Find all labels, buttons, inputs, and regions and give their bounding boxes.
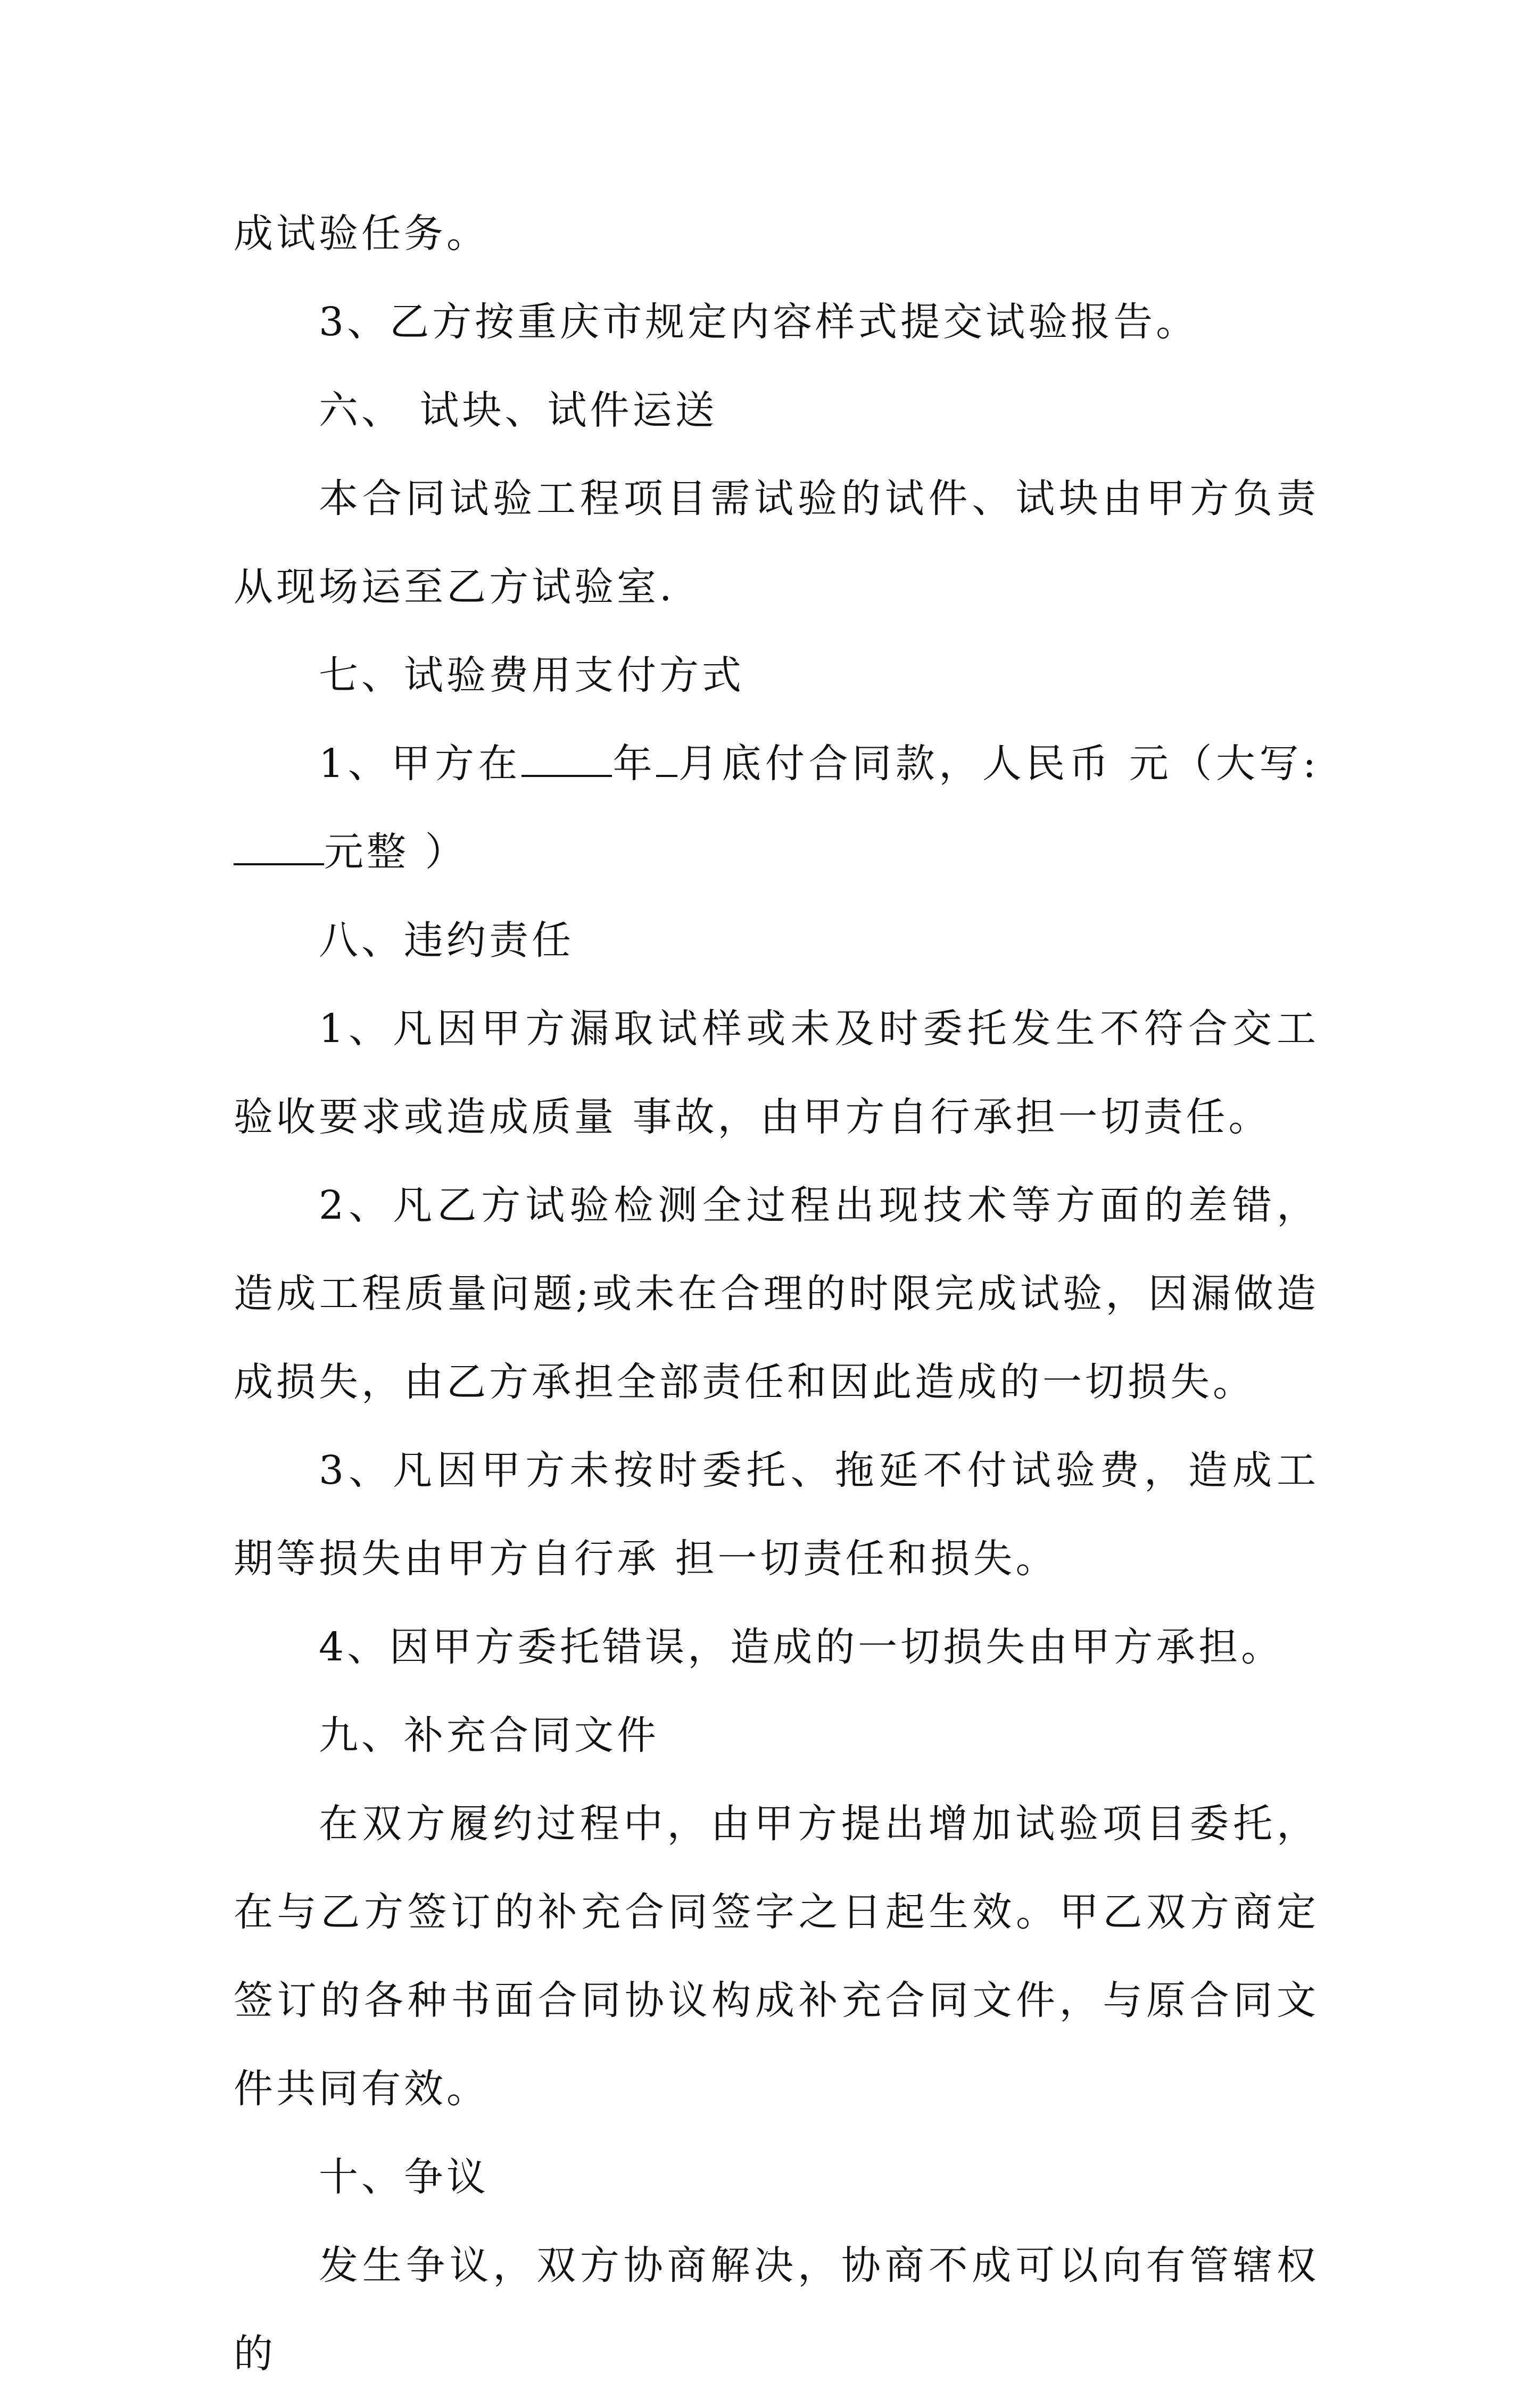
- paragraph: 3、凡因甲方未按时委托、拖延不付试验费，造成工期等损失由甲方自行承 担一切责任和损失。: [234, 1448, 1319, 1582]
- paragraph: 3、乙方按重庆市规定内容样式提交试验报告。: [319, 299, 1199, 345]
- paragraph: 成试验任务。: [234, 211, 489, 257]
- payment-clause-part1: 1、甲方在: [319, 741, 522, 787]
- paragraph: 4、因甲方委托错误，造成的一切损失由甲方承担。: [319, 1624, 1284, 1670]
- section-heading: 十、争议: [319, 2154, 489, 2200]
- payment-clause-part3: 月底付合同款，人民币 元（大写:: [677, 741, 1319, 787]
- document-body: [234, 189, 1319, 2398]
- payment-clause-part2: 年: [612, 741, 657, 787]
- payment-clause-part4: 元整 ）: [324, 829, 468, 875]
- paragraph: 2、凡乙方试验检测全过程出现技术等方面的差错，造成工程质量问题;或未在合理的时限完成试验，因漏做造成损失，由乙方承担全部责任和因此造成的一切损失。: [234, 1183, 1319, 1405]
- section-heading: 九、补充合同文件: [319, 1713, 659, 1758]
- month-blank: [656, 742, 677, 777]
- paragraph: 发生争议，双方协商解决，协商不成可以向有管辖权的: [234, 2243, 1319, 2377]
- paragraph: 本合同试验工程项目需试验的试件、试块由甲方负责从现场运至乙方试验室.: [234, 476, 1319, 610]
- paragraph: 在双方履约过程中，由甲方提出增加试验项目委托，在与乙方签订的补充合同签字之日起生效。甲乙双方商定签订的各种书面合同协议构成补充合同文件，与原合同文件共同有效。: [234, 1801, 1319, 2112]
- section-heading: 六、 试块、试件运送: [319, 387, 718, 433]
- year-blank: [521, 742, 612, 777]
- section-heading: 七、试验费用支付方式: [319, 652, 744, 698]
- paragraph: 1、凡因甲方漏取试样或未及时委托发生不符合交工验收要求或造成质量 事故，由甲方自行承担一切责任。: [234, 1006, 1319, 1140]
- section-heading: 八、违约责任: [319, 917, 574, 963]
- payment-clause: [234, 720, 1319, 896]
- amount-words-blank: [234, 830, 324, 865]
